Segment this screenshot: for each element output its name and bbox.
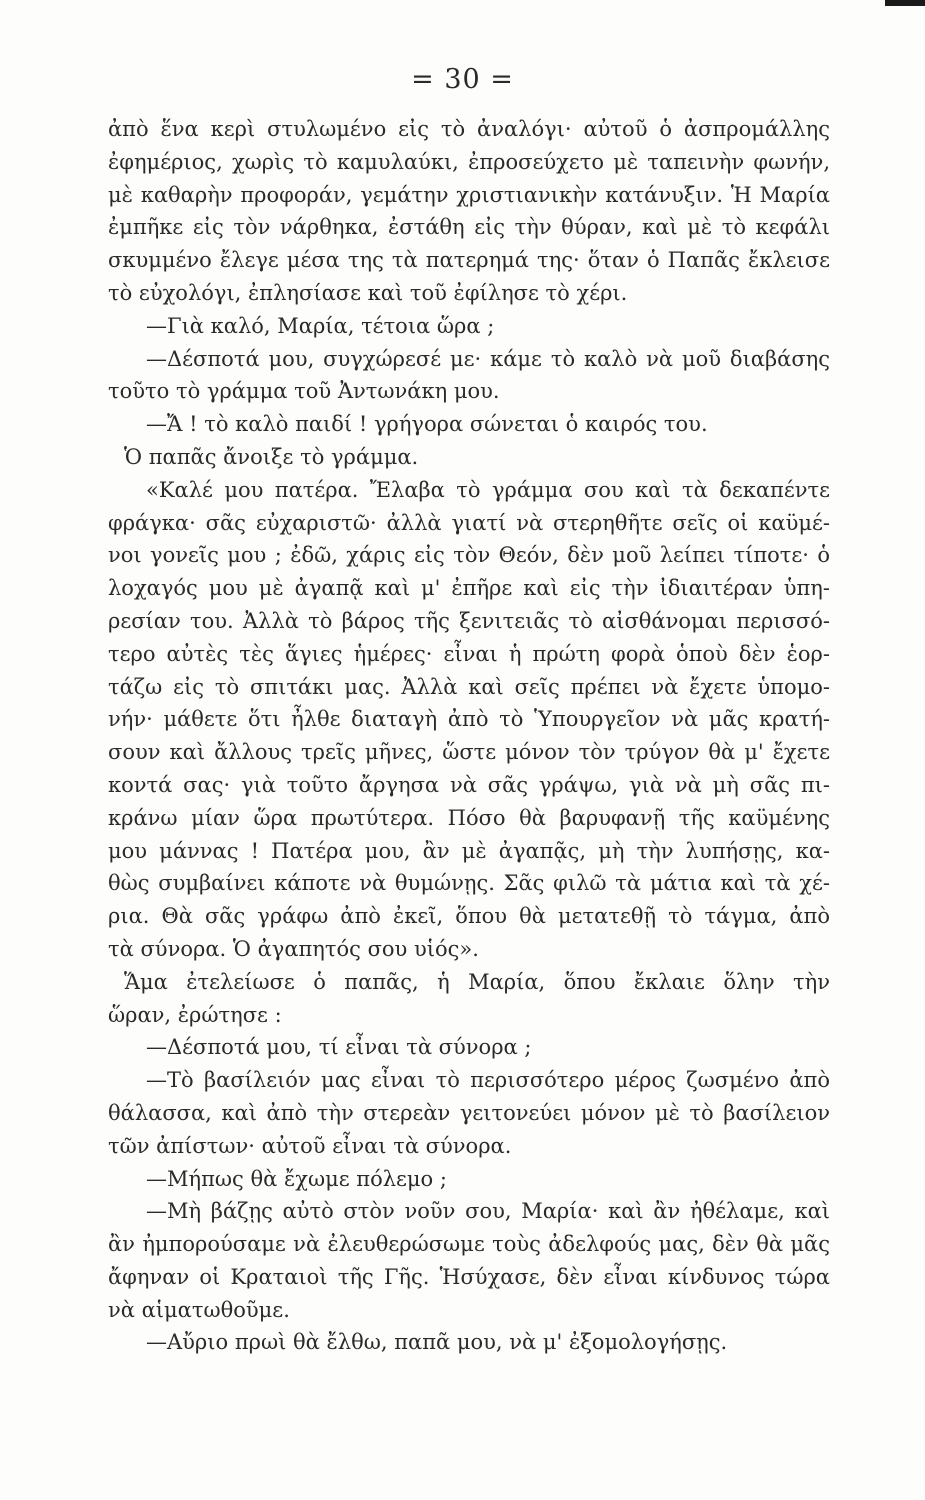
text-line: ἐφημέριος, χωρὶς τὸ καμυλαύκι, ἐπροσεύχετο μὲ ταπεινὴν φωνήν, <box>108 149 830 174</box>
text-line: τῶν ἀπίστων· αὐτοῦ εἶναι τὰ σύνορα. <box>108 1133 512 1158</box>
text-line: —Μήπως θὰ ἔχωμε πόλεμο ; <box>146 1166 447 1191</box>
text-line: τὰ σύνορα. Ὁ ἀγαπητός σου υἱός». <box>108 936 479 961</box>
text-line: —Ἄ ! τὸ καλὸ παιδί ! γρήγορα σώνεται ὁ καιρός του. <box>146 412 708 437</box>
text-line: —Αὔριο πρωὶ θὰ ἔλθω, παπᾶ μου, νὰ μ' ἐξομολογήσῃς. <box>146 1330 728 1355</box>
text-line: «Καλέ μου πατέρα. Ἔλαβα τὸ γράμμα σου καὶ τὰ δεκαπέντε <box>146 477 830 502</box>
text-line: λοχαγός μου μὲ ἀγαπᾷ καὶ μ' ἐπῆρε καὶ εἰς τὴν ἰδιαιτέραν ὑπη- <box>108 576 830 601</box>
text-line: νήν· μάθετε ὅτι ἦλθε διαταγὴ ἀπὸ τὸ Ὑπουργεῖον νὰ μᾶς κρατή- <box>108 707 830 732</box>
text-line: Ὁ παπᾶς ἄνοιξε τὸ γράμμα. <box>124 444 419 469</box>
text-line: νοι γονεῖς μου ; ἐδῶ, χάρις εἰς τὸν Θεόν, δὲν μοῦ λείπει τίποτε· ὁ <box>108 543 830 568</box>
text-line: σουν καὶ ἄλλους τρεῖς μῆνες, ὥστε μόνον τὸν τρύγον θὰ μ' ἔχετε <box>108 740 830 765</box>
text-line: κοντά σας· γιὰ τοῦτο ἄργησα νὰ σᾶς γράψω, γιὰ νὰ μὴ σᾶς πι- <box>108 772 830 797</box>
text-line: ἀπὸ ἕνα κερὶ στυλωμένο εἰς τὸ ἀναλόγι· αὐτοῦ ὁ ἀσπρομάλλης <box>108 117 830 141</box>
text-line: μου μάννας ! Πατέρα μου, ἂν μὲ ἀγαπᾷς, μὴ τὴν λυπήσῃς, κα- <box>108 838 830 863</box>
text-line: —Τὸ βασίλειόν μας εἶναι τὸ περισσότερο μέρος ζωσμένο ἀπὸ <box>146 1068 830 1093</box>
page-number: = 30 = <box>411 64 514 95</box>
text-line: τάζω εἰς τὸ σπιτάκι μας. Ἀλλὰ καὶ σεῖς πρέπει νὰ ἔχετε ὑπομο- <box>108 674 830 699</box>
text-line: Ἅμα ἐτελείωσε ὁ παπᾶς, ἡ Μαρία, ὅπου ἔκλαιε ὅλην τὴν <box>124 969 830 994</box>
scan-corner-mark <box>885 0 925 6</box>
text-line: τοῦτο τὸ γράμμα τοῦ Ἀντωνάκη μου. <box>108 379 500 404</box>
text-line: κράνω μίαν ὥρα πρωτύτερα. Πόσο θὰ βαρυφανῇ τῆς καϋμένης <box>108 805 830 830</box>
text-line: τερο αὐτὲς τὲς ἅγιες ἡμέρες· εἶναι ἡ πρώτη φορὰ ὁποὺ δὲν ἑορ- <box>108 641 830 666</box>
text-line: φράγκα· σᾶς εὐχαριστῶ· ἀλλὰ γιατί νὰ στερηθῆτε σεῖς οἱ καϋμέ- <box>108 510 830 535</box>
text-line: ρια. Θὰ σᾶς γράφω ἀπὸ ἐκεῖ, ὅπου θὰ μετατεθῇ τὸ τάγμα, ἀπὸ <box>108 904 830 929</box>
text-line: νὰ αἱματωθοῦμε. <box>108 1297 290 1322</box>
text-line: θὼς συμβαίνει κάποτε νὰ θυμώνῃς. Σᾶς φιλῶ τὰ μάτια καὶ τὰ χέ- <box>108 871 830 896</box>
text-line: μὲ καθαρὴν προφοράν, γεμάτην χριστιανικὴν κατάνυξιν. Ἡ Μαρία <box>108 182 830 207</box>
text-line: τὸ εὐχολόγι, ἐπλησίασε καὶ τοῦ ἐφίλησε τὸ χέρι. <box>108 280 628 305</box>
text-line: θάλασσα, καὶ ἀπὸ τὴν στερεὰν γειτονεύει μόνον μὲ τὸ βασίλειον <box>108 1100 830 1125</box>
text-line: ἐμπῆκε εἰς τὸν νάρθηκα, ἐστάθη εἰς τὴν θύραν, καὶ μὲ τὸ κεφάλι <box>108 215 830 240</box>
body-text <box>108 113 830 1359</box>
text-line: —Μὴ βάζῃς αὐτὸ στὸν νοῦν σου, Μαρία· καὶ ἂν ἠθέλαμε, καὶ <box>146 1199 830 1224</box>
text-line: ρεσίαν του. Ἀλλὰ τὸ βάρος τῆς ξενιτειᾶς τὸ αἰσθάνομαι περισσό- <box>108 608 830 633</box>
text-line: ὥραν, ἐρώτησε : <box>108 1002 282 1027</box>
text-line: ἄφηναν οἱ Κραταιοὶ τῆς Γῆς. Ἡσύχασε, δὲν εἶναι κίνδυνος τώρα <box>108 1264 830 1289</box>
text-line: —Γιὰ καλό, Μαρία, τέτοια ὥρα ; <box>146 313 495 338</box>
text-line: —Δέσποτά μου, συγχώρεσέ με· κάμε τὸ καλὸ νὰ μοῦ διαβάσης <box>146 346 830 371</box>
text-line: σκυμμένο ἔλεγε μέσα της τὰ πατερημά της· ὅταν ὁ Παπᾶς ἔκλεισε <box>108 248 830 273</box>
text-line: —Δέσποτά μου, τί εἶναι τὰ σύνορα ; <box>146 1035 532 1060</box>
text-line: ἂν ἠμπορούσαμε νὰ ἐλευθερώσωμε τοὺς ἀδελφούς μας, δὲν θὰ μᾶς <box>108 1232 830 1257</box>
